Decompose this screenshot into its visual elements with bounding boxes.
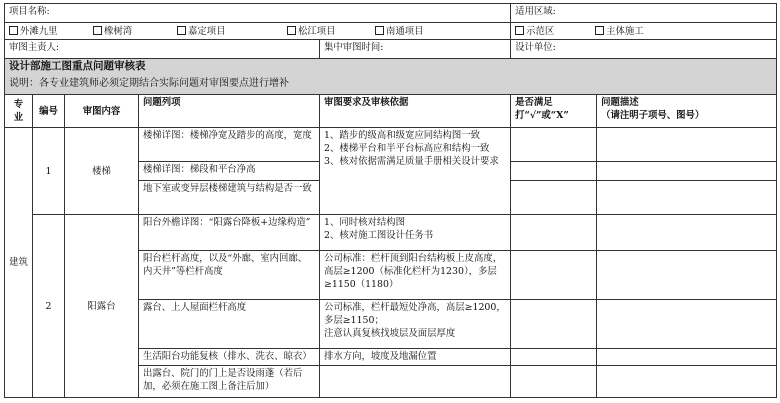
requirements-cell: [320, 300, 511, 349]
reviewer-label: 审图主责人:: [9, 42, 60, 53]
design-unit-label: 设计单位:: [515, 42, 556, 53]
col-desc-line: 问题描述: [601, 97, 639, 108]
review-table: [4, 3, 777, 398]
requirements-cell: [320, 215, 511, 251]
region-options: [511, 23, 777, 40]
issue-cell: 地下室或变异层楼梯建筑与结构是否一致: [139, 181, 320, 215]
desc-cell[interactable]: [597, 251, 777, 300]
requirements-cell: 公司标准：栏杆顶到阳台结构板上皮高度，高层≥1200（标准化栏杆为1230），多层≥1150（1180）: [320, 251, 511, 300]
requirements-cell: [320, 128, 511, 215]
project-option-label: 嘉定项目: [188, 25, 226, 37]
col-content: 审图内容: [65, 95, 139, 128]
issue-cell: 楼梯详图：楼梯净宽及踏步的高度，宽度: [139, 128, 320, 162]
project-option-1[interactable]: [5, 25, 93, 38]
table-row: [5, 215, 777, 251]
desc-cell[interactable]: [597, 300, 777, 349]
checkbox[interactable]: [375, 26, 384, 35]
review-time-cell[interactable]: [320, 40, 511, 59]
meets-cell[interactable]: [511, 349, 597, 366]
project-option-5[interactable]: [375, 25, 424, 38]
desc-cell[interactable]: [597, 215, 777, 251]
project-name-cell: [5, 4, 511, 23]
meets-cell[interactable]: [511, 251, 597, 300]
region-option-label: 主体施工: [606, 25, 644, 37]
discipline-cell: 建筑: [5, 128, 33, 398]
desc-cell[interactable]: [597, 181, 777, 215]
desc-cell[interactable]: [597, 162, 777, 181]
col-number: 编号: [33, 95, 65, 128]
region-label: 适用区域:: [515, 6, 556, 17]
project-option-4[interactable]: [287, 25, 375, 38]
issue-cell: 出露台、院门的门上是否设雨蓬（若后加，必须在施工图上备注后加）: [139, 366, 320, 398]
issue-cell: 阳台栏杆高度，以及“外廊、室内回廊、内天井”等栏杆高度: [139, 251, 320, 300]
col-discipline-line: 专: [13, 99, 24, 110]
checkbox[interactable]: [287, 26, 296, 35]
section-number: 1: [33, 128, 65, 215]
project-option-label: 松江项目: [298, 25, 336, 37]
project-option-3[interactable]: [177, 25, 287, 38]
project-option-label: 外滩九里: [20, 25, 58, 37]
project-options: [5, 23, 511, 40]
requirement-line: 2、核对施工图设计任务书: [324, 230, 434, 241]
requirement-line: 1、同时核对结构图: [324, 217, 405, 228]
design-unit-cell[interactable]: [511, 40, 777, 59]
col-issues: 问题列项: [139, 95, 320, 128]
meets-cell[interactable]: [511, 300, 597, 349]
desc-cell[interactable]: [597, 128, 777, 162]
region-option-label: 示范区: [526, 25, 555, 37]
requirement-line: 2、楼梯平台和半平台标高应和结构一致: [324, 143, 490, 154]
region-cell: [511, 4, 777, 23]
col-meets-line: 是否满足: [515, 97, 553, 108]
checkbox[interactable]: [515, 26, 524, 35]
col-discipline: [5, 95, 33, 128]
issue-cell: 阳台外檐详图：“阳露台降板+边缘构造”: [139, 215, 320, 251]
requirements-cell: [320, 366, 511, 398]
col-desc: [597, 95, 777, 128]
section-content: 楼梯: [65, 128, 139, 215]
col-meets: [511, 95, 597, 128]
review-sheet: [4, 3, 776, 401]
requirement-line: 1、踏步的级高和级宽应同结构图一致: [324, 130, 480, 141]
col-meets-line: 打“√”或“X”: [515, 110, 569, 121]
desc-cell[interactable]: [597, 349, 777, 366]
region-option-1[interactable]: [511, 25, 595, 38]
checkbox[interactable]: [177, 26, 186, 35]
meets-cell[interactable]: [511, 162, 597, 181]
col-requirements: 审图要求及审核依据: [320, 95, 511, 128]
section-number: 2: [33, 215, 65, 398]
project-option-label: 橡树湾: [104, 25, 133, 37]
meets-cell[interactable]: [511, 366, 597, 398]
requirement-line: 注意认真复核找坡层及面层厚度: [324, 328, 456, 339]
project-option-label: 南通项目: [386, 25, 424, 37]
region-option-2[interactable]: [595, 25, 644, 38]
issue-cell: 露台、上人屋面栏杆高度: [139, 300, 320, 349]
issue-cell: 生活阳台功能复核（排水、洗衣、晾衣）: [139, 349, 320, 366]
requirement-line: 3、核对依据需满足质量手册相关设计要求: [324, 156, 499, 167]
checkbox[interactable]: [595, 26, 604, 35]
requirement-line: 公司标准，栏杆最短处净高，高层≥1200，多层≥1150；: [324, 302, 506, 326]
table-row: [5, 128, 777, 162]
sheet-title: 设计部施工图重点问题审核表: [5, 59, 777, 77]
checkbox[interactable]: [9, 26, 18, 35]
sheet-note: 说明：各专业建筑师必须定期结合实际问题对审图要点进行增补: [5, 76, 777, 95]
section-content: 阳露台: [65, 215, 139, 398]
checkbox[interactable]: [93, 26, 102, 35]
meets-cell[interactable]: [511, 215, 597, 251]
reviewer-cell[interactable]: [5, 40, 320, 59]
col-desc-line: （请注明子项号、图号）: [601, 110, 705, 121]
requirements-cell: 排水方向，坡度及地漏位置: [320, 349, 511, 366]
project-name-label: 项目名称:: [9, 6, 50, 17]
issue-cell: 楼梯详图：梯段和平台净高: [139, 162, 320, 181]
desc-cell[interactable]: [597, 366, 777, 398]
review-time-label: 集中审图时间:: [324, 42, 384, 53]
col-discipline-line: 业: [13, 112, 24, 123]
project-option-2[interactable]: [93, 25, 177, 38]
meets-cell[interactable]: [511, 181, 597, 215]
meets-cell[interactable]: [511, 128, 597, 162]
